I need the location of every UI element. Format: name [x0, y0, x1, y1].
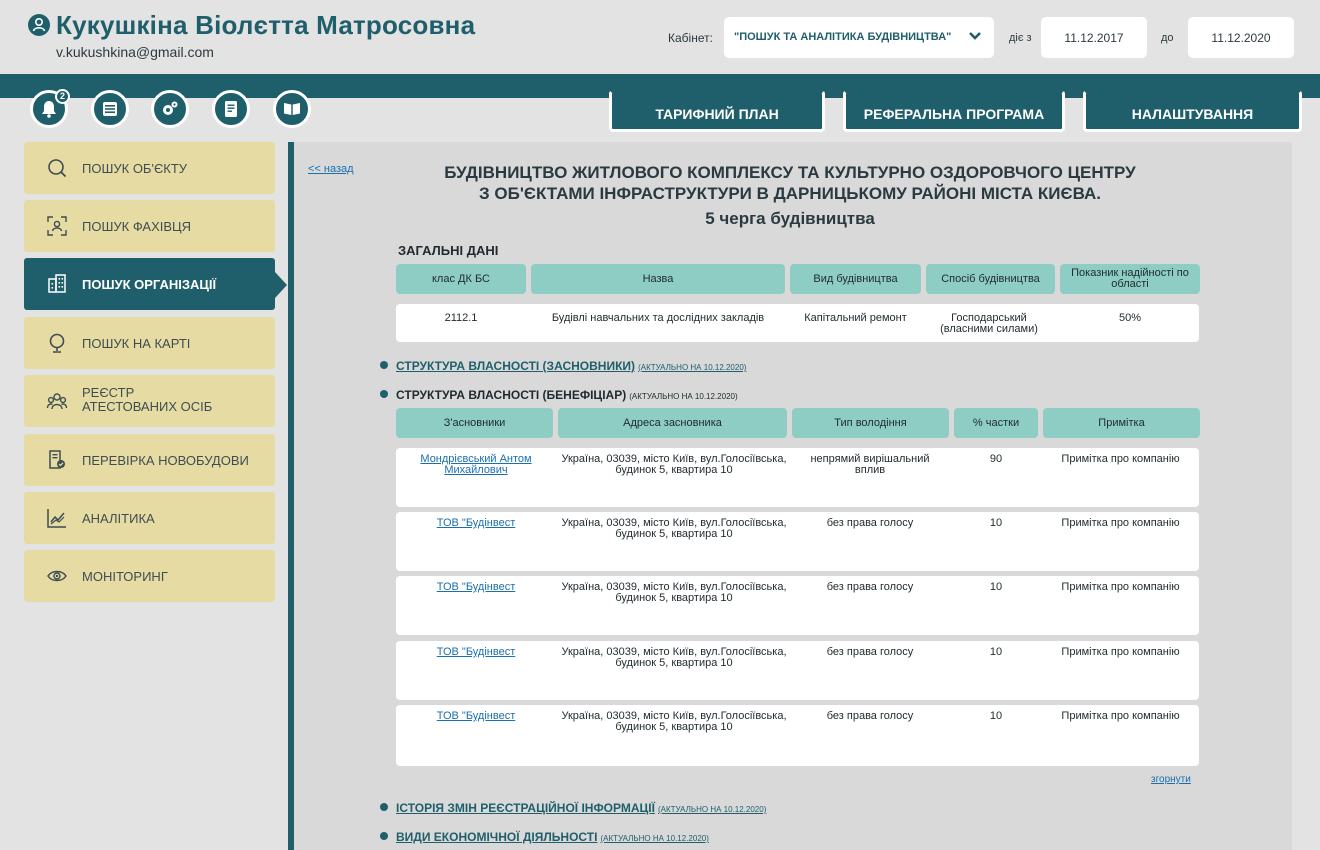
building-icon: [46, 273, 68, 295]
to-label: до: [1161, 32, 1174, 44]
share-percent: 10: [989, 646, 1003, 658]
founder-address: Україна, 03039, місто Київ, вул.Голосіївська, будинок 5, квартира 10: [561, 710, 787, 733]
sidebar-item-label: ПОШУК ФАХІВЦЯ: [82, 219, 192, 234]
table-row: [396, 576, 1199, 635]
ownership-type: без права голосу: [826, 710, 914, 722]
valid-from-label: діє з: [1009, 32, 1032, 44]
beneficiary-section-title: СТРУКТУРА ВЛАСНОСТІ (БЕНЕФІЦІАР): [396, 388, 627, 402]
table-row: [396, 512, 1199, 571]
general-cell-construction-method: Господарський (власними силами): [940, 312, 1038, 335]
table-row: [396, 448, 1199, 507]
bullet-dot: [380, 390, 388, 398]
general-data-heading: ЗАГАЛЬНІ ДАНІ: [398, 243, 499, 258]
book-button[interactable]: [273, 90, 311, 128]
founder-address: Україна, 03039, місто Київ, вул.Голосіївська, будинок 5, квартира 10: [561, 453, 787, 476]
globe-icon: [46, 332, 68, 354]
cabinet-label: Кабінет:: [668, 31, 713, 45]
general-header-class: клас ДК БС: [396, 264, 526, 294]
open-book-icon: [282, 99, 302, 119]
sidebar-item-label: [82, 386, 212, 414]
bullet-dot: [380, 361, 388, 369]
settings-button[interactable]: НАЛАШТУВАННЯ: [1083, 90, 1302, 132]
eye-icon: [46, 565, 68, 587]
back-link[interactable]: << назад: [308, 163, 354, 175]
user-email: v.kukushkina@gmail.com: [56, 44, 214, 60]
founder-link[interactable]: ТОВ "Будінвест: [436, 517, 516, 529]
beneficiary-section-date: (АКТУАЛЬНО НА 10.12.2020): [629, 392, 738, 401]
founder-address: Україна, 03039, місто Київ, вул.Голосіївська, будинок 5, квартира 10: [561, 581, 787, 604]
row-note: Примітка про компанію: [1061, 453, 1180, 465]
activity-section-title: ВИДИ ЕКОНОМІЧНОЇ ДІЯЛЬНОСТІ: [396, 830, 598, 844]
document-button[interactable]: [212, 90, 250, 128]
share-percent: 10: [989, 710, 1003, 722]
history-section-date: (АКТУАЛЬНО НА 10.12.2020): [658, 805, 767, 814]
general-header-construction-method: Спосіб будівництва: [926, 264, 1055, 294]
founders-section-date: (АКТУАЛЬНО НА 10.12.2020): [638, 363, 747, 372]
general-cell-reliability: 50%: [1118, 312, 1142, 324]
active-item-arrow: [275, 272, 287, 298]
founders-section-title: СТРУКТУРА ВЛАСНОСТІ (ЗАСНОВНИКИ): [396, 359, 636, 373]
founder-address: Україна, 03039, місто Київ, вул.Голосіївська, будинок 5, квартира 10: [561, 517, 787, 540]
share-percent: 10: [989, 517, 1003, 529]
sidebar-item-label: ПЕРЕВІРКА НОВОБУДОВИ: [82, 453, 249, 468]
sidebar-item-registry[interactable]: [24, 375, 275, 427]
sidebar-item-object-search[interactable]: [24, 142, 275, 194]
ownership-type: непрямий вирішальний вплив: [810, 453, 930, 476]
sidebar-item-specialist-search[interactable]: [24, 200, 275, 252]
activity-section-toggle[interactable]: [380, 830, 709, 844]
founder-link[interactable]: ТОВ "Будінвест: [436, 646, 516, 658]
collapse-link[interactable]: згорнути: [1151, 774, 1191, 785]
sidebar-item-analytics[interactable]: [24, 492, 275, 544]
sidebar-item-label: ПОШУК ОРГАНІЗАЦІЇ: [82, 277, 217, 292]
activity-section-date: (АКТУАЛЬНО НА 10.12.2020): [600, 834, 709, 843]
beneficiary-header-note: Примітка: [1043, 408, 1200, 438]
sidebar-item-newbuild-check[interactable]: [24, 434, 275, 486]
general-header-name: Назва: [531, 264, 785, 294]
tariff-plan-button[interactable]: ТАРИФНИЙ ПЛАН: [609, 90, 825, 132]
founder-address: Україна, 03039, місто Київ, вул.Голосіївська, будинок 5, квартира 10: [561, 646, 787, 669]
people-icon: [46, 390, 68, 412]
notifications-button[interactable]: [30, 90, 68, 128]
share-percent: 90: [989, 453, 1003, 465]
row-note: Примітка про компанію: [1061, 646, 1180, 658]
registry-label-line2: АТЕСТОВАНИХ ОСІБ: [82, 399, 213, 414]
page-title: [360, 162, 1220, 204]
sidebar-item-label: АНАЛІТИКА: [82, 511, 155, 526]
check-document-icon: [46, 449, 68, 471]
general-row: [396, 304, 1199, 342]
document-icon: [221, 99, 241, 119]
sidebar-item-map-search[interactable]: [24, 317, 275, 369]
chevron-down-icon: [968, 30, 982, 42]
ownership-type: без права голосу: [826, 517, 914, 529]
general-cell-name: Будівлі навчальних та дослідних закладів: [551, 312, 765, 324]
beneficiary-header-address: Адреса засновника: [558, 408, 787, 438]
row-note: Примітка про компанію: [1061, 710, 1180, 722]
header: [0, 0, 1320, 74]
ownership-type: без права голосу: [826, 646, 914, 658]
beneficiary-section-toggle[interactable]: [380, 388, 738, 402]
specialist-icon: [46, 215, 68, 237]
table-row: [396, 641, 1199, 700]
page-subtitle: 5 черга будівництва: [705, 209, 875, 228]
notification-badge: 2: [55, 89, 70, 104]
row-note: Примітка про компанію: [1061, 581, 1180, 593]
list-icon: [100, 99, 120, 119]
search-icon: [46, 157, 68, 179]
cabinet-select[interactable]: [724, 17, 994, 58]
founder-link[interactable]: Мондрієвський Антом Михайлович: [420, 453, 532, 476]
history-section-toggle[interactable]: [380, 801, 766, 815]
sidebar-item-label: МОНІТОРИНГ: [82, 569, 168, 584]
registry-label-line1: РЕЄСТР: [82, 385, 135, 400]
founder-link[interactable]: ТОВ "Будінвест: [436, 710, 516, 722]
page-title-line2: З ОБ'ЄКТАМИ ІНФРАСТРУКТУРИ В ДАРНИЦЬКОМУ РАЙОНІ МІСТА КИЄВА.: [479, 184, 1101, 203]
cabinet-value: "ПОШУК ТА АНАЛІТИКА БУДІВНИЦТВА": [734, 31, 952, 43]
history-section-title: ІСТОРІЯ ЗМІН РЕЄСТРАЦІЙНОЇ ІНФОРМАЦІЇ: [396, 801, 655, 815]
bullet-dot: [380, 803, 388, 811]
bell-icon: [39, 99, 59, 119]
sidebar-item-label: ПОШУК НА КАРТІ: [82, 336, 191, 351]
beneficiary-header-ownership-type: Тип володіння: [792, 408, 949, 438]
general-header-construction-type: Вид будівництва: [790, 264, 921, 294]
row-note: Примітка про компанію: [1061, 517, 1180, 529]
gears-icon: [160, 99, 180, 119]
founder-link[interactable]: ТОВ "Будінвест: [436, 581, 516, 593]
user-icon: [28, 14, 50, 36]
general-cell-class: 2112.1: [444, 312, 478, 324]
date-to-input[interactable]: 11.12.2020: [1188, 17, 1294, 58]
table-row: [396, 705, 1199, 766]
list-button[interactable]: [91, 90, 129, 128]
general-header-reliability: Показник надійності по області: [1060, 264, 1200, 294]
ownership-type: без права голосу: [826, 581, 914, 593]
founders-section-toggle[interactable]: [380, 359, 746, 373]
sidebar-item-organization-search[interactable]: [24, 258, 275, 310]
referral-program-button[interactable]: РЕФЕРАЛЬНА ПРОГРАМА: [843, 90, 1065, 132]
gears-button[interactable]: [151, 90, 189, 128]
sidebar-item-monitoring[interactable]: [24, 550, 275, 602]
date-from-input[interactable]: 11.12.2017: [1041, 17, 1147, 58]
beneficiary-header-founder: З'асновники: [396, 408, 553, 438]
user-name: Кукушкіна Віолєтта Матросовна: [56, 10, 476, 40]
chart-icon: [46, 507, 68, 529]
sidebar-item-label: ПОШУК ОБ'ЄКТУ: [82, 161, 188, 176]
general-cell-construction-type: Капітальний ремонт: [804, 312, 907, 324]
bullet-dot: [380, 832, 388, 840]
page-title-line1: БУДІВНИЦТВО ЖИТЛОВОГО КОМПЛЕКСУ ТА КУЛЬТУРНО ОЗДОРОВЧОГО ЦЕНТРУ: [444, 163, 1136, 182]
share-percent: 10: [989, 581, 1003, 593]
beneficiary-header-share: % частки: [954, 408, 1038, 438]
